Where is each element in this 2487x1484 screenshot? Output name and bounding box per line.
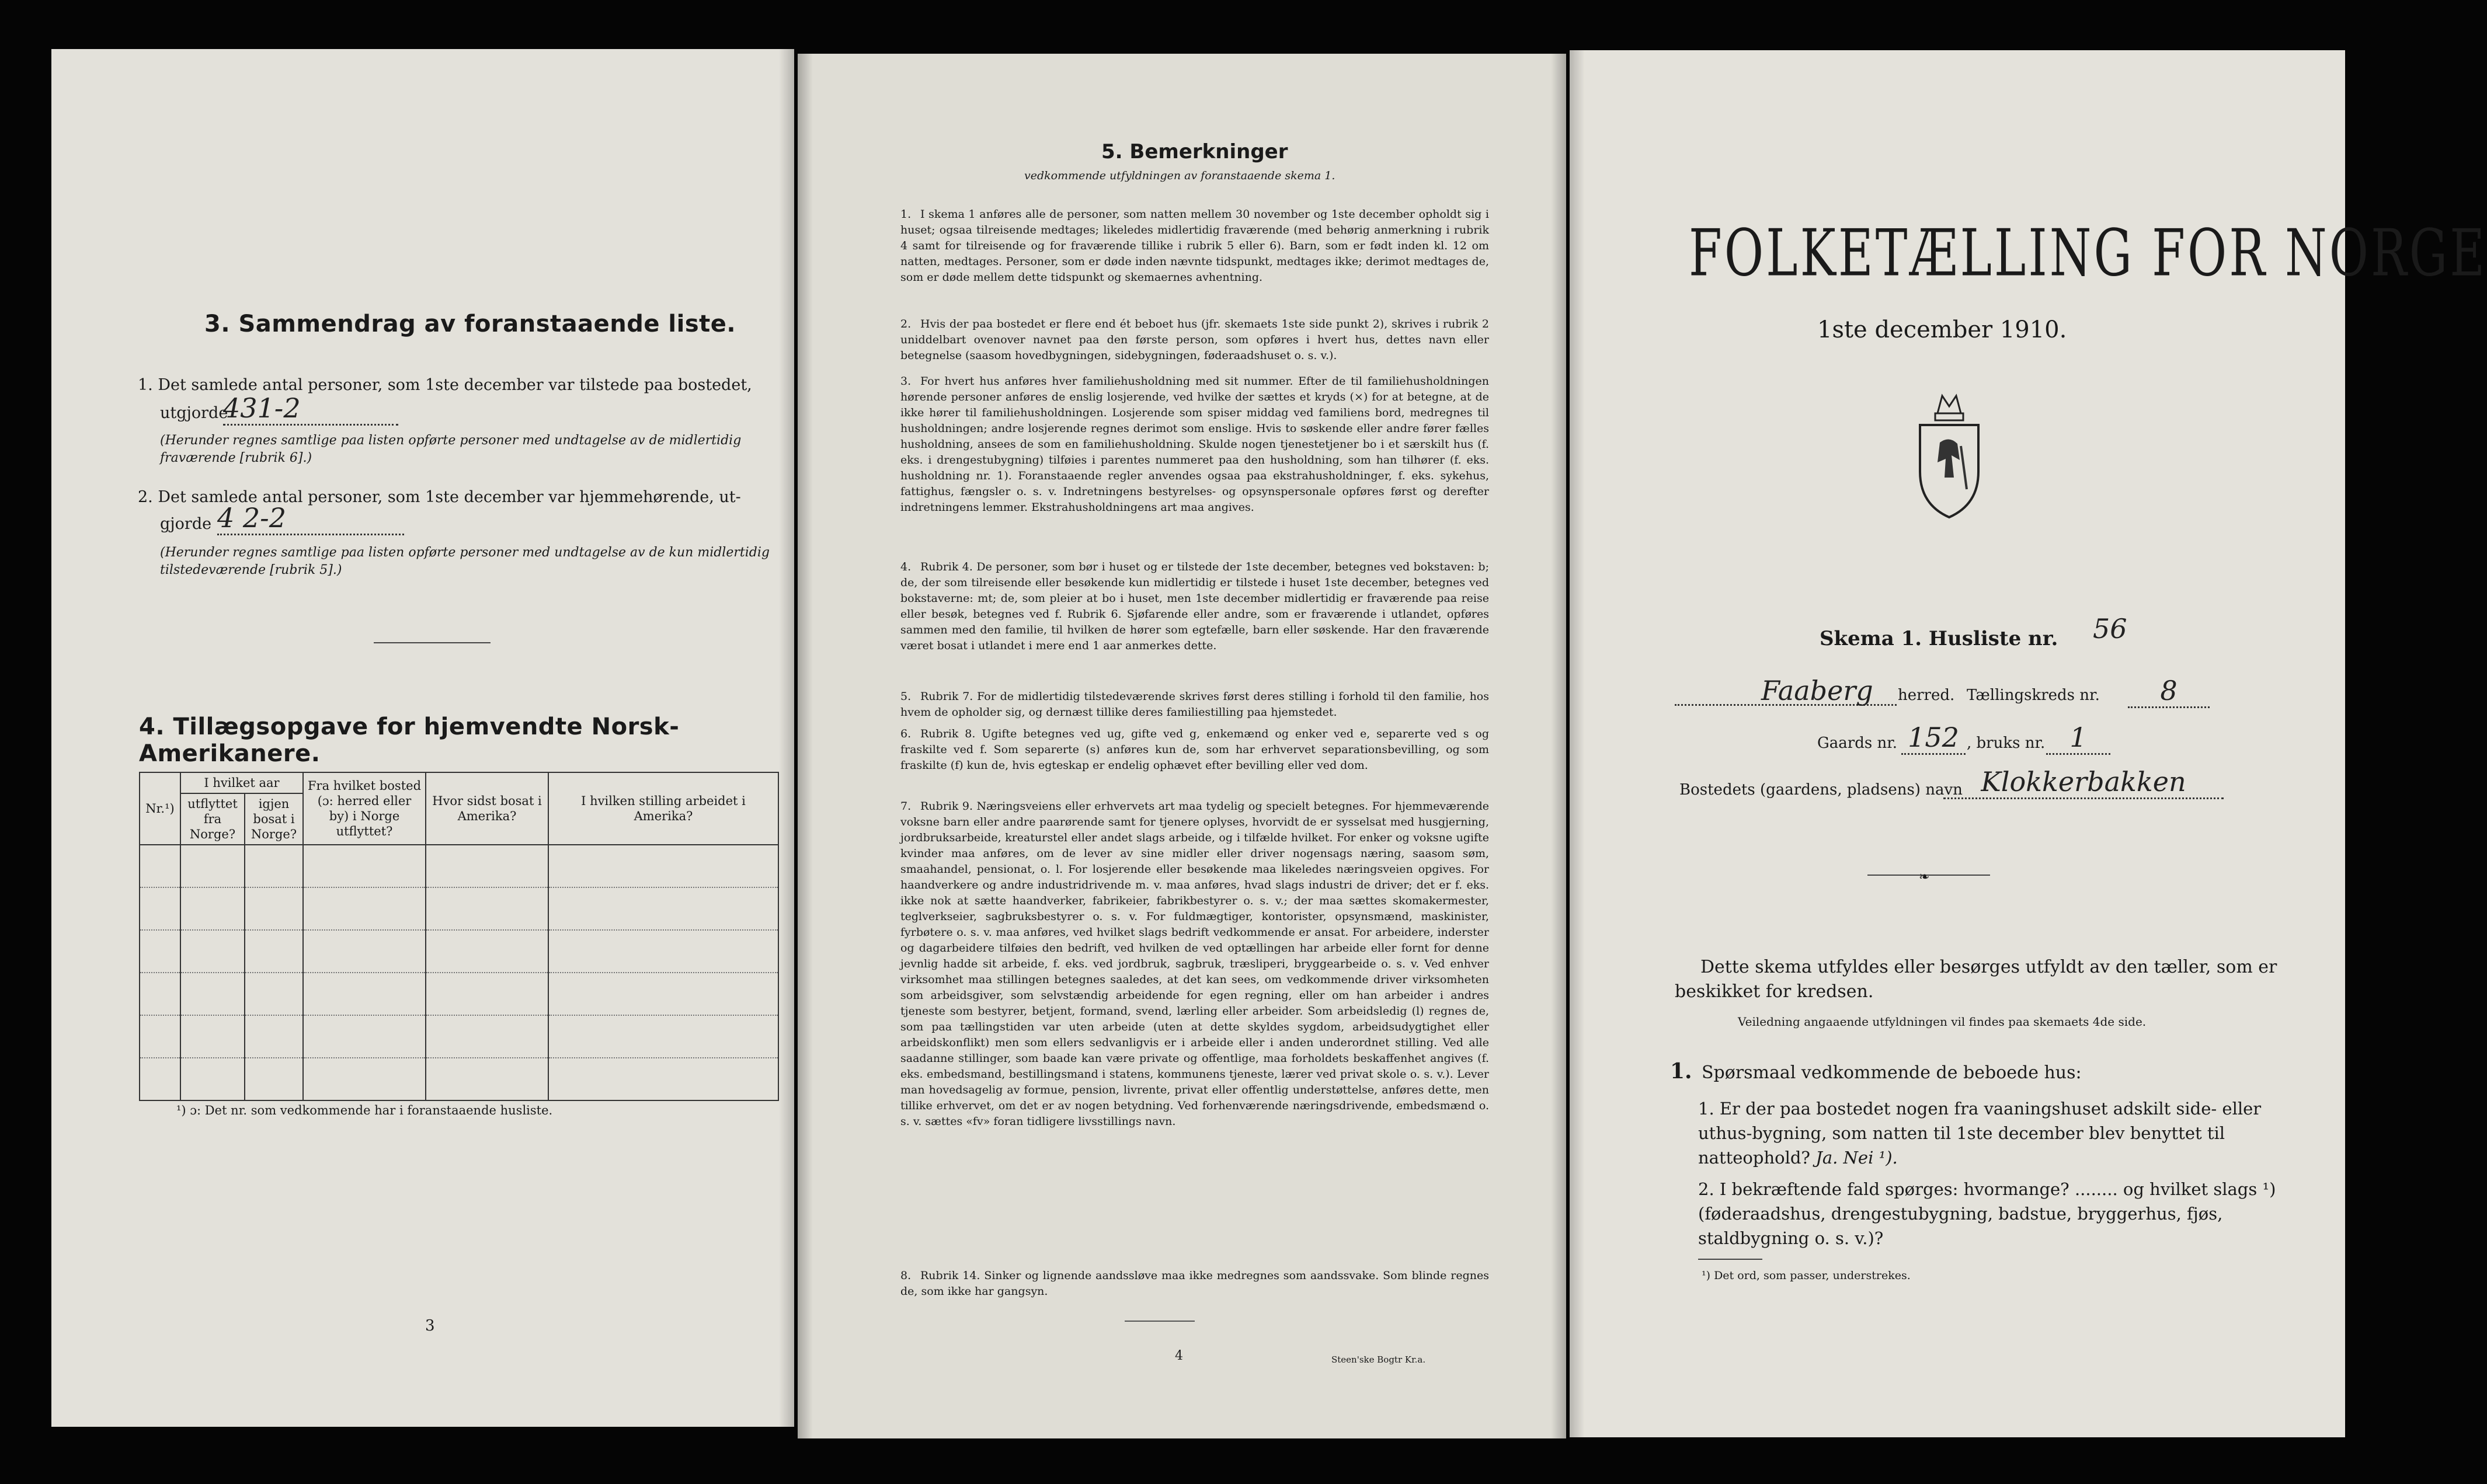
instructions: Dette skema utfyldes eller besørges utfyldt av den tæller, som er beskikket for kredsen.	[1675, 957, 2277, 1002]
remarks-title: 5. Bemerkninger	[1101, 140, 1288, 163]
note-4: 4. Rubrik 4. De personer, som bør i huset og er tilstede der 1ste december, betegnes ved bokstaven: b; de, der som tilreisende eller besøkende kun midlertidig er tilstede i huset 1ste december, betegnes ved bokstaverne: mt; de, som pleier at bo i huset, men 1ste december midlertidig er fraværende paa reise eller besøk, betegnes ved f. Rubrik 6. Sjøfarende eller andre, som er fraværende i utlandet, opføres sammen med den familie, til hvilken de hører som egtefælle, barn eller søskende. Har den fraværende været bosat i utlandet i mere end 1 aar anmerkes dette.	[900, 560, 1489, 652]
table-row	[140, 1015, 778, 1058]
middle-page	[798, 54, 1566, 1438]
summary-item-2: 2. Det samlede antal personer, som 1ste december var hjemmehørende, ut-	[138, 488, 741, 506]
census-title: FOLKETÆLLING FOR NORGE	[1689, 216, 2487, 291]
note-1: 1. I skema 1 anføres alle de personer, som natten mellem 30 november og 1ste december opholdt sig i huset; ogsaa tilreisende medtages; likeledes midlertidig fraværende (med behørig anmerkning i rubrik 4 samt for tilreisende og for fraværende tillike i rubrik 5 eller 6). Barn, som er født inden kl. 12 om natten, medtages. Personer, som er døde inden nævnte tidspunkt, medtages ikke; derimot medtages de, som er døde mellem dette tidspunkt og skemaernes avhentning.	[900, 208, 1489, 284]
note-7: 7. Rubrik 9. Næringsveiens eller erhvervets art maa tydelig og specielt betegnes. For hjemmeværende voksne barn eller andre paarørende samt for tjenere oplyses, hvorvidt de er sysselsat med husgjerning, jordbruksarbeide, kreaturstel eller andet slags arbeide, og i tilfælde hvilket. For enker og voksne ugifte kvinder maa anføres, om de lever av sine midler eller driver nogensags næring, saasom søm, smaahandel, pensionat, o. l. For losjerende eller besøkende maa likeledes næringsveien opgives. For haandverkere og andre industridrivende m. v. maa anføres, hvad slags industri de driver; det er f. eks. ikke nok at sætte haandverker, fabrikeier, fabrikbestyrer o. s. v.; der maa sættes skomakermester, teglverkseier, sagbruksbestyrer o. s. v. For fuldmægtiger, kontorister, opsynsmænd, maskinister, fyrbøtere o. s. v. maa anføres, ved hvilket slags bedrift vedkommende er ansat. For arbeidere, inderster og dagarbeidere tilføies den bedrift, ved hvilken de ved optællingen har arbeide eller fornt for denne jevnlig hadde sit arbeide, f. eks. ved jordbruk, sagbruk, træsliperi, bryggearbeide o. s. v. Ved enhver virksomhet maa stillingen betegnes saaledes, at det kan sees, om vedkommende driver virksomheten som arbeidsgiver, som selvstændig arbeidende for egen regning, eller om han arbeider i andres tjeneste som bestyrer, betjent, formand, svend, lærling eller arbeider. Som arbeidsledig (l) regnes de, som paa tællingstiden var uten arbeide (uten at dette skyldes sygdom, arbeidsudygtighet eller arbeidskonflikt) men som ellers sedvanligvis er i arbeide eller i anden underordnet stilling. Ved alle saadanne stillinger, som baade kan være private og offentlige, maa forholdets beskaffenhet angives (f. eks. embedsmand, bestillingsmand i statens, kommunens tjeneste, lærer ved privat skole o. s. v.). Lever man hovedsagelig av formue, pension, livrente, privat eller offentlig understøttelse, anføres dette, men tillike erhvervet, om det er av nogen betydning. Ved forhenværende næringsdrivende, embedsmænd o. s. v. sættes «fv» foran tidligere livsstillings navn.	[900, 800, 1489, 1128]
summary-item-1-value: 431-2	[223, 392, 398, 426]
divider	[1125, 1321, 1195, 1322]
note-5: 5. Rubrik 7. For de midlertidig tilstedeværende skrives først deres stilling i forhold til den familie, hos hvem de opholder sig, og dernæst tillike deres familiestilling paa hjemstedet.	[900, 690, 1489, 719]
note-2: 2. Hvis der paa bostedet er flere end ét beboet hus (jfr. skemaets 1ste side punkt 2), skrives i rubrik 2 uniddelbart ovenover navnet paa den første person, som opføres i hvert hus, dettes navn eller betegnelse (saasom hovedbygningen, sidebygningen, føderaadshuset o. s. v.).	[900, 318, 1489, 362]
q1-heading: Spørsmaal vedkommende de beboede hus:	[1702, 1063, 2082, 1083]
table-row	[140, 1058, 778, 1100]
herred-label: herred.	[1898, 687, 1955, 704]
census-date: 1ste december 1910.	[1817, 316, 2067, 343]
section4-title: 4. Tillægsopgave for hjemvendte Norsk-Amerikanere.	[139, 713, 680, 767]
col-year-group: I hvilket aar	[180, 772, 303, 793]
husliste-number: 56	[2093, 613, 2127, 645]
kreds-label: Tællingskreds nr.	[1967, 687, 2100, 704]
instructions-small: Veiledning angaaende utfyldningen vil findes paa skemaets 4de side.	[1738, 1015, 2147, 1029]
right-footnote: ¹) Det ord, som passer, understrekes.	[1702, 1269, 1911, 1282]
remarks-subtitle: vedkommende utfyldningen av foranstaaende skema 1.	[1024, 169, 1335, 182]
col-hvor-sidst: Hvor sidst bosat i Amerika?	[426, 772, 548, 845]
table-row	[140, 930, 778, 973]
coat-of-arms-icon	[1909, 390, 1989, 522]
note-6: 6. Rubrik 8. Ugifte betegnes ved ug, gifte ved g, enkemænd og enker ved e, separerte ved s og fraskilte ved f. Som separerte (s) anføres kun de, som har erhvervet separationsbevilling, og som fraskilte (f) kun de, hvis egteskap er endelig ophævet efter bevilling eller ved dom.	[900, 727, 1489, 772]
answer-ja-nei: Ja. Nei ¹).	[1815, 1148, 1898, 1168]
table-row	[140, 845, 778, 887]
summary-item-2-note: (Herunder regnes samtlige paa listen opførte personer med undtagelse av de kun midlertidig tilstedeværende [rubrik 5].)	[160, 545, 770, 577]
question-1-1: 1. Er der paa bostedet nogen fra vaaningshuset adskilt side- eller uthus-bygning, som natten til 1ste december blev benyttet til natteophold? Ja. Nei ¹).	[1698, 1099, 2262, 1168]
note-8: 8. Rubrik 14. Sinker og lignende aandssløve maa ikke medregnes som aandssvake. Som blinde regnes de, som ikke har gangsyn.	[900, 1269, 1489, 1298]
bruks-label: , bruks nr.	[1967, 734, 2046, 752]
col-nr: Nr.¹)	[140, 772, 180, 845]
question-1-2: 2. I bekræftende fald spørges: hvormange? ........ og hvilket slags ¹) (føderaadshus, drengestubygning, badstue, bryggerhus, fjøs, staldbygning o. s. v.)?	[1698, 1179, 2276, 1248]
page-number-4: 4	[1175, 1349, 1183, 1363]
gaards-label: Gaards nr.	[1817, 734, 1898, 752]
kreds-value: 8	[2128, 675, 2210, 708]
bosted-label: Bostedets (gaardens, pladsens) navn	[1679, 781, 1963, 799]
skema-label: Skema 1. Husliste nr.	[1820, 627, 2058, 650]
q1-number: 1.	[1670, 1059, 1692, 1084]
bruks-value: 1	[2046, 722, 2110, 755]
summary-item-1-note: (Herunder regnes samtlige paa listen opførte personer med undtagelse av de midlertidig fraværende [rubrik 6].)	[160, 433, 742, 465]
herred-value: Faaberg	[1761, 675, 1873, 706]
bosted-value: Klokkerbakken	[1943, 766, 2224, 799]
norsk-amerikanere-table	[139, 772, 779, 1101]
page-number-3: 3	[425, 1317, 435, 1335]
summary-item-2-value: 4 2-2	[217, 502, 404, 535]
table-row	[140, 887, 778, 930]
ornament-icon: ❧	[1919, 870, 1930, 884]
summary-item-1-prefix: utgjorde	[160, 404, 228, 422]
summary-item-1: 1. Det samlede antal personer, som 1ste december var tilstede paa bostedet,	[138, 376, 752, 394]
section3-title: 3. Sammendrag av foranstaaende liste.	[204, 311, 736, 337]
right-page	[1570, 50, 2487, 1437]
divider	[374, 642, 491, 643]
note-3: 3. For hvert hus anføres hver familiehusholdning med sit nummer. Efter de til familiehusholdningen hørende personer anføres de enslig losjerende, ved hvilke der sættes et kryds (×) for at betegne, at de ikke hører til familiehusholdningen. Losjerende som spiser middag ved familiens bord, medregnes til husholdningen; andre losjerende regnes derimot som enslige. Hvis to søskende eller andre fører fælles husholdning, ansees de som en familiehusholdning. Skulde nogen tjenestetjener bo i et særskilt hus (f. eks. i drengestubygning) tilføies i parentes nummeret paa den husholdning, som han tilhører (f. eks. husholdning nr. 1). Foranstaaende regler anvendes ogsaa paa ekstrahusholdninger, f. eks. sykehus, fattighus, fængsler o. s. v. Indretningens bestyrelses- og opsynspersonale opføres først og derefter indretningens lemmer. Ekstrahusholdningens art maa angives.	[900, 375, 1489, 514]
table-row	[140, 973, 778, 1015]
col-igjen-bosat: igjen bosat i Norge?	[245, 793, 303, 845]
printer-mark: Steen'ske Bogtr Kr.a.	[1331, 1354, 1426, 1365]
summary-item-2-prefix: gjorde	[160, 515, 212, 533]
table-footnote: ¹) ɔ: Det nr. som vedkommende har i foranstaaende husliste.	[176, 1103, 553, 1117]
col-fra-hvilket: Fra hvilket bosted (ɔ: herred eller by) i Norge utflyttet?	[303, 772, 426, 845]
left-page	[51, 49, 794, 1427]
col-stilling: I hvilken stilling arbeidet i Amerika?	[548, 772, 778, 845]
gaards-value: 152	[1901, 722, 1966, 755]
col-utflyttet: utflyttet fra Norge?	[180, 793, 245, 845]
divider	[1698, 1259, 1762, 1260]
